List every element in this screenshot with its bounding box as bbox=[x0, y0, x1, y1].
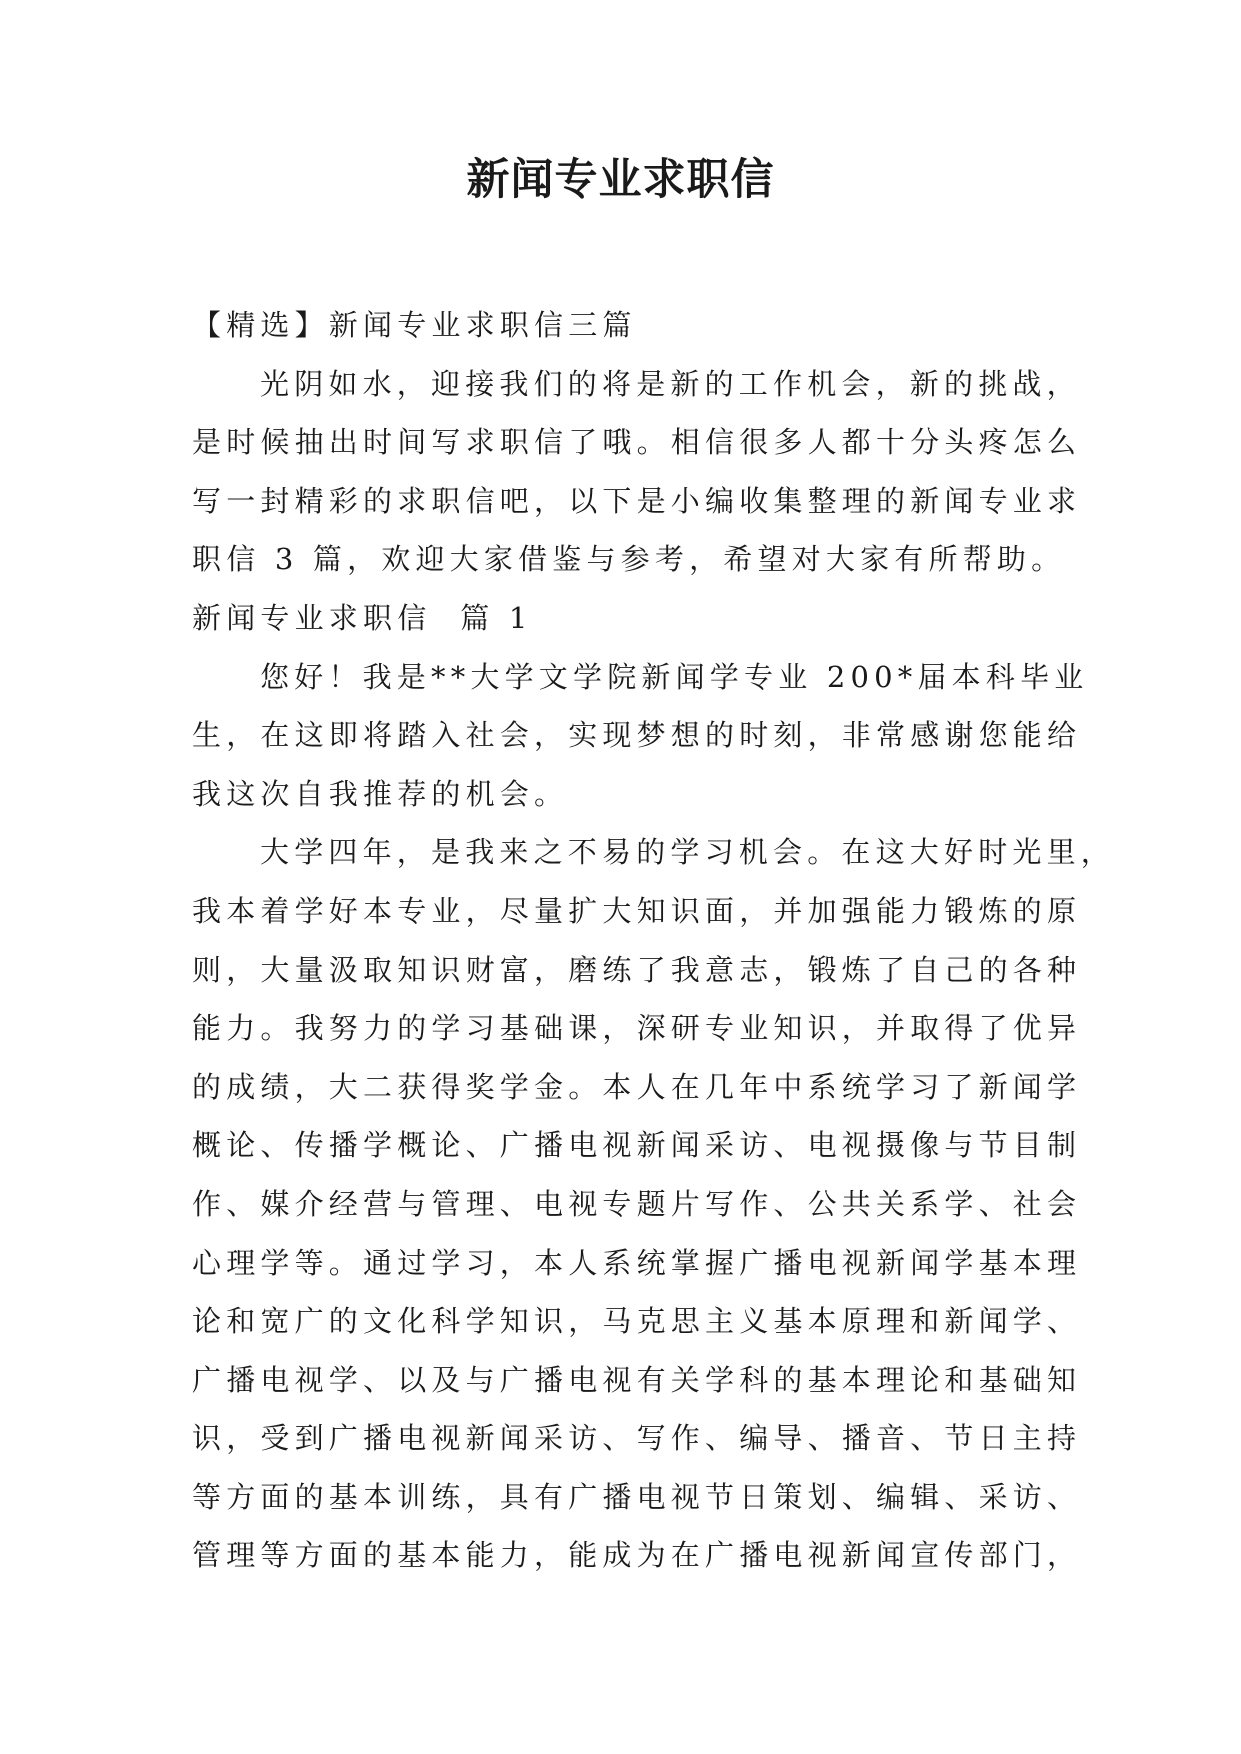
letter-paragraph-line: 识，受到广播电视新闻采访、写作、编导、播音、节日主持 bbox=[192, 1421, 1082, 1456]
letter-paragraph-line: 能力。我努力的学习基础课，深研专业知识，并取得了优异 bbox=[192, 1011, 1082, 1046]
letter-paragraph-line: 则，大量汲取知识财富，磨练了我意志，锻炼了自己的各种 bbox=[192, 952, 1082, 987]
letter-paragraph-line: 作、媒介经营与管理、电视专题片写作、公共关系学、社会 bbox=[192, 1186, 1082, 1221]
letter-paragraph-line: 的成绩，大二获得奖学金。本人在几年中系统学习了新闻学 bbox=[192, 1069, 1082, 1104]
letter-paragraph-line: 生，在这即将踏入社会，实现梦想的时刻，非常感谢您能给 bbox=[192, 718, 1082, 753]
letter-paragraph-line: 我这次自我推荐的机会。 bbox=[192, 776, 569, 811]
intro-paragraph-line: 职信 3 篇，欢迎大家借鉴与参考，希望对大家有所帮助。 bbox=[192, 542, 1066, 577]
letter-paragraph-line: 心理学等。通过学习，本人系统掌握广播电视新闻学基本理 bbox=[192, 1245, 1082, 1280]
letter-paragraph-line: 您好！我是**大学文学院新闻学专业 200*届本科毕业 bbox=[260, 659, 1089, 694]
intro-paragraph-line: 光阴如水，迎接我们的将是新的工作机会，新的挑战， bbox=[260, 366, 1081, 401]
document-body bbox=[192, 296, 1116, 1585]
subtitle-line: 【精选】新闻专业求职信三篇 bbox=[192, 308, 637, 342]
section-heading: 新闻专业求职信 篇 1 bbox=[192, 600, 533, 635]
letter-paragraph-line: 概论、传播学概论、广播电视新闻采访、电视摄像与节目制 bbox=[192, 1128, 1082, 1163]
letter-paragraph-line: 大学四年，是我来之不易的学习机会。在这大好时光里， bbox=[260, 835, 1116, 870]
letter-paragraph-line: 论和宽广的文化科学知识，马克思主义基本原理和新闻学、 bbox=[192, 1304, 1082, 1339]
letter-paragraph-line: 管理等方面的基本能力，能成为在广播电视新闻宣传部门， bbox=[192, 1538, 1082, 1573]
document-title: 新闻专业求职信 bbox=[466, 155, 775, 205]
letter-paragraph-line: 广播电视学、以及与广播电视有关学科的基本理论和基础知 bbox=[192, 1362, 1082, 1397]
intro-paragraph-line: 写一封精彩的求职信吧，以下是小编收集整理的新闻专业求 bbox=[192, 483, 1082, 518]
letter-paragraph-line: 我本着学好本专业，尽量扩大知识面，并加强能力锻炼的原 bbox=[192, 893, 1082, 928]
letter-paragraph-line: 等方面的基本训练，具有广播电视节日策划、编辑、采访、 bbox=[192, 1479, 1082, 1514]
intro-paragraph-line: 是时候抽出时间写求职信了哦。相信很多人都十分头疼怎么 bbox=[192, 425, 1082, 460]
